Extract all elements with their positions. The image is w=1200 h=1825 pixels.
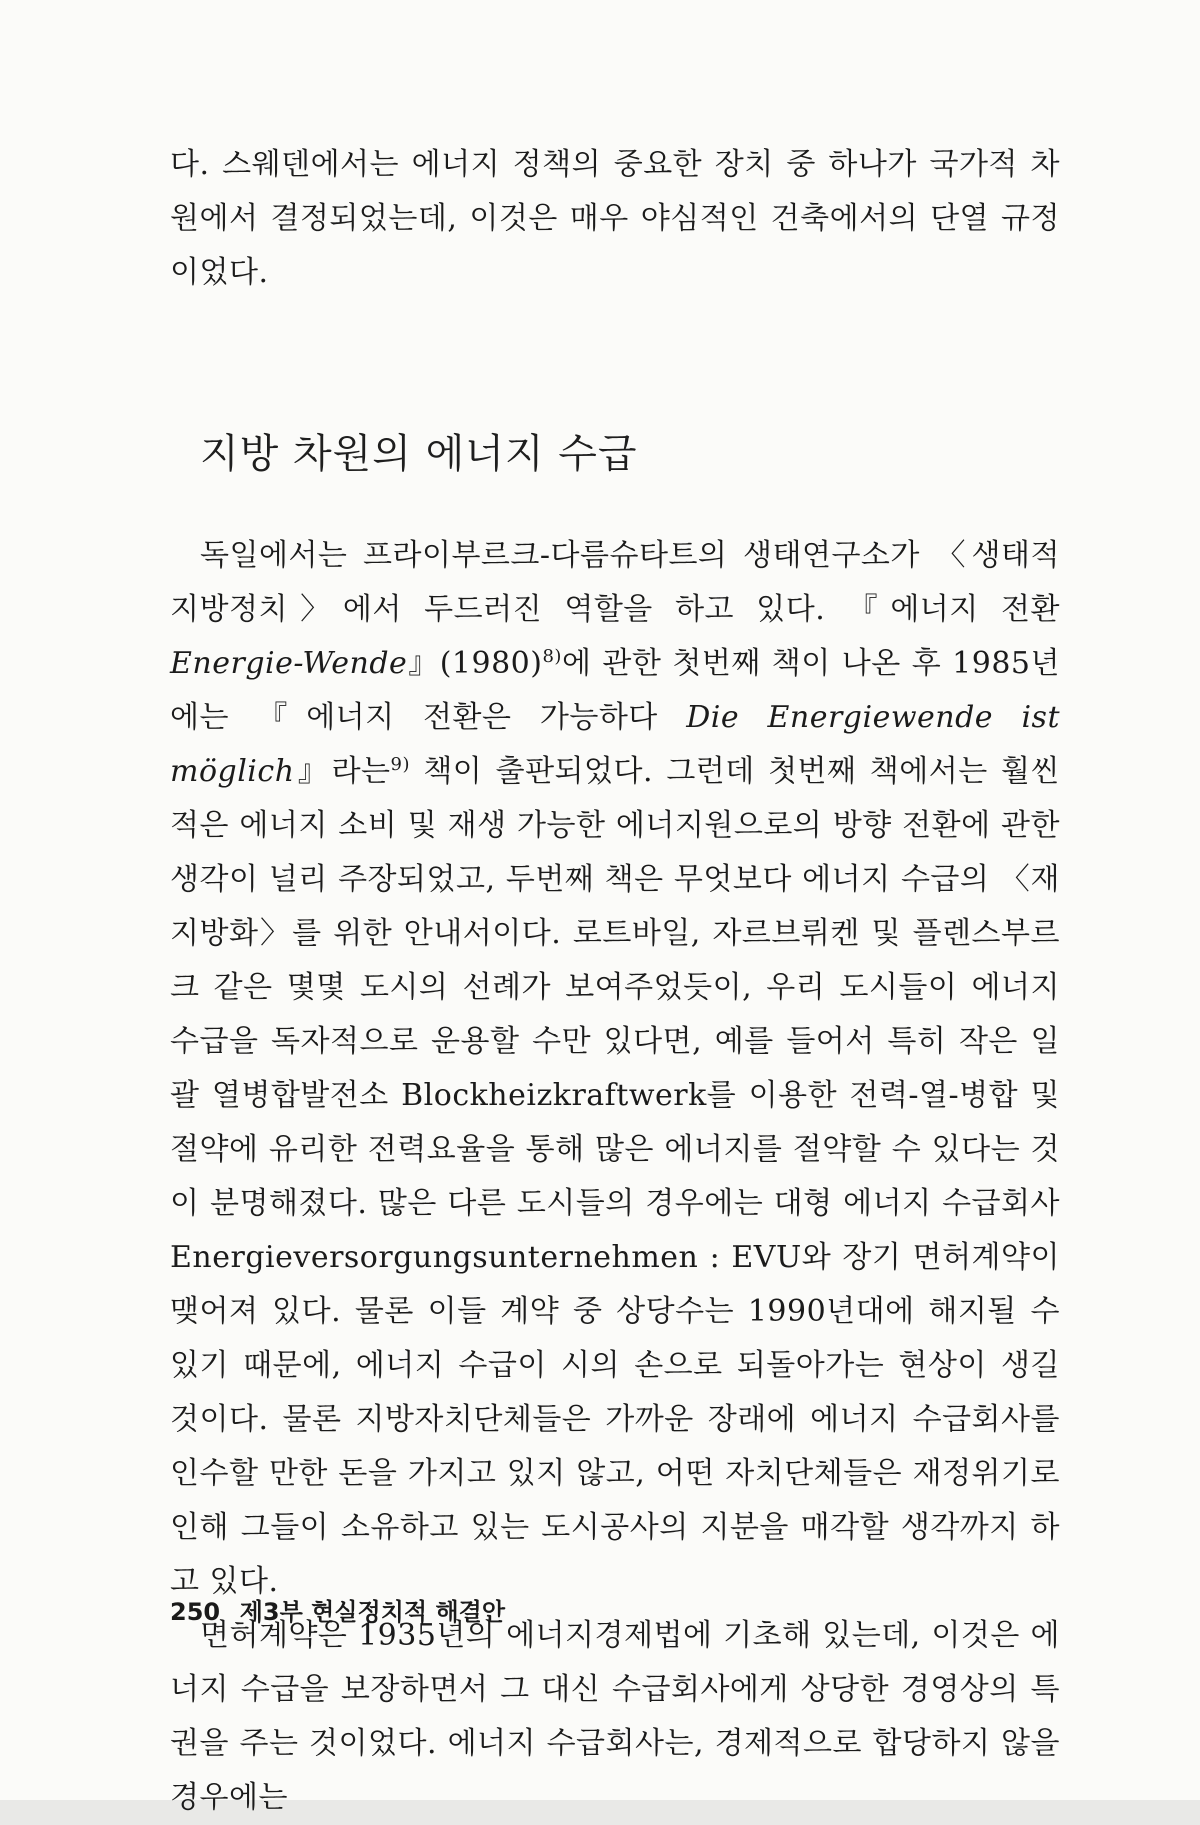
book-title-die-energiewende: Die Energiewende ist möglich — [170, 700, 1060, 789]
body-paragraph-1 — [170, 529, 1060, 1609]
paragraph-1-text-d: 』라는 — [294, 754, 391, 789]
paragraph-1-text-a: 독일에서는 프라이부르크-다름슈타트의 생태연구소가 〈생태적 지방정치〉에서 두드러진 역할을 하고 있다. 『에너지 전환 — [170, 538, 1060, 627]
page-footer — [170, 1592, 505, 1627]
running-chapter-title: 제3부 현실정치적 해결안 — [239, 1598, 505, 1626]
footnote-ref-8: 8) — [542, 646, 562, 667]
paragraph-1-text-e: 책이 출판되었다. 그런데 첫번째 책에서는 훨씬 적은 에너지 소비 및 재생 가능한 에너지원으로의 방향 전환에 관한 생각이 널리 주장되었고, 두번째 책은 무엇보다 에너지 수급의 〈재지방화〉를 위한 안내서이다. 로트바일, 자르브뤼켄 및 플렌스부르크 같은 몇몇 도시의 선례가 보여주었듯이, 우리 도시들이 에너지 수급을 독자적으로 운용할 수만 있다면, 예를 들어서 특히 작은 일괄 열병합발전소 Blockheizkraftwerk를 이용한 전력-열-병합 및 절약에 유리한 전력요율을 통해 많은 에너지를 절약할 수 있다는 것이 분명해졌다. 많은 다른 도시들의 경우에는 대형 에너지 수급회사 Energieversorgungsunternehmen : EVU와 장기 면허계약이 맺어져 있다. 물론 이들 계약 중 상당수는 1990년대에 해지될 수 있기 때문에, 에너지 수급이 시의 손으로 되돌아가는 현상이 생길 것이다. 물론 지방자치단체들은 가까운 장래에 에너지 수급회사를 인수할 만한 돈을 가지고 있지 않고, 어떤 자치단체들은 재정위기로 인해 그들이 소유하고 있는 도시공사의 지분을 매각할 생각까지 하고 있다. — [170, 754, 1060, 1599]
body-paragraph-2: 면허계약은 1935년의 에너지경제법에 기초해 있는데, 이것은 에너지 수급을 보장하면서 그 대신 수급회사에게 상당한 경영상의 특권을 주는 것이었다. 에너지 수급회사는, 경제적으로 합당하지 않을 경우에는 — [170, 1618, 1060, 1815]
section-heading: 지방 차원의 에너지 수급 — [200, 431, 638, 477]
paragraph-1-text-b: 』(1980) — [407, 646, 543, 681]
book-title-energie-wende: Energie-Wende — [170, 646, 408, 681]
top-paragraph: 다. 스웨덴에서는 에너지 정책의 중요한 장치 중 하나가 국가적 차원에서 결정되었는데, 이것은 매우 야심적인 건축에서의 단열 규정이었다. — [170, 147, 1060, 290]
page-number: 250 — [170, 1598, 221, 1626]
text-column — [170, 138, 1060, 1825]
footnote-ref-9: 9) — [390, 754, 411, 775]
paragraph-1-text-c: 에 관한 첫번째 책이 나온 후 1985년에는 『에너지 전환은 가능하다 — [170, 646, 1060, 735]
